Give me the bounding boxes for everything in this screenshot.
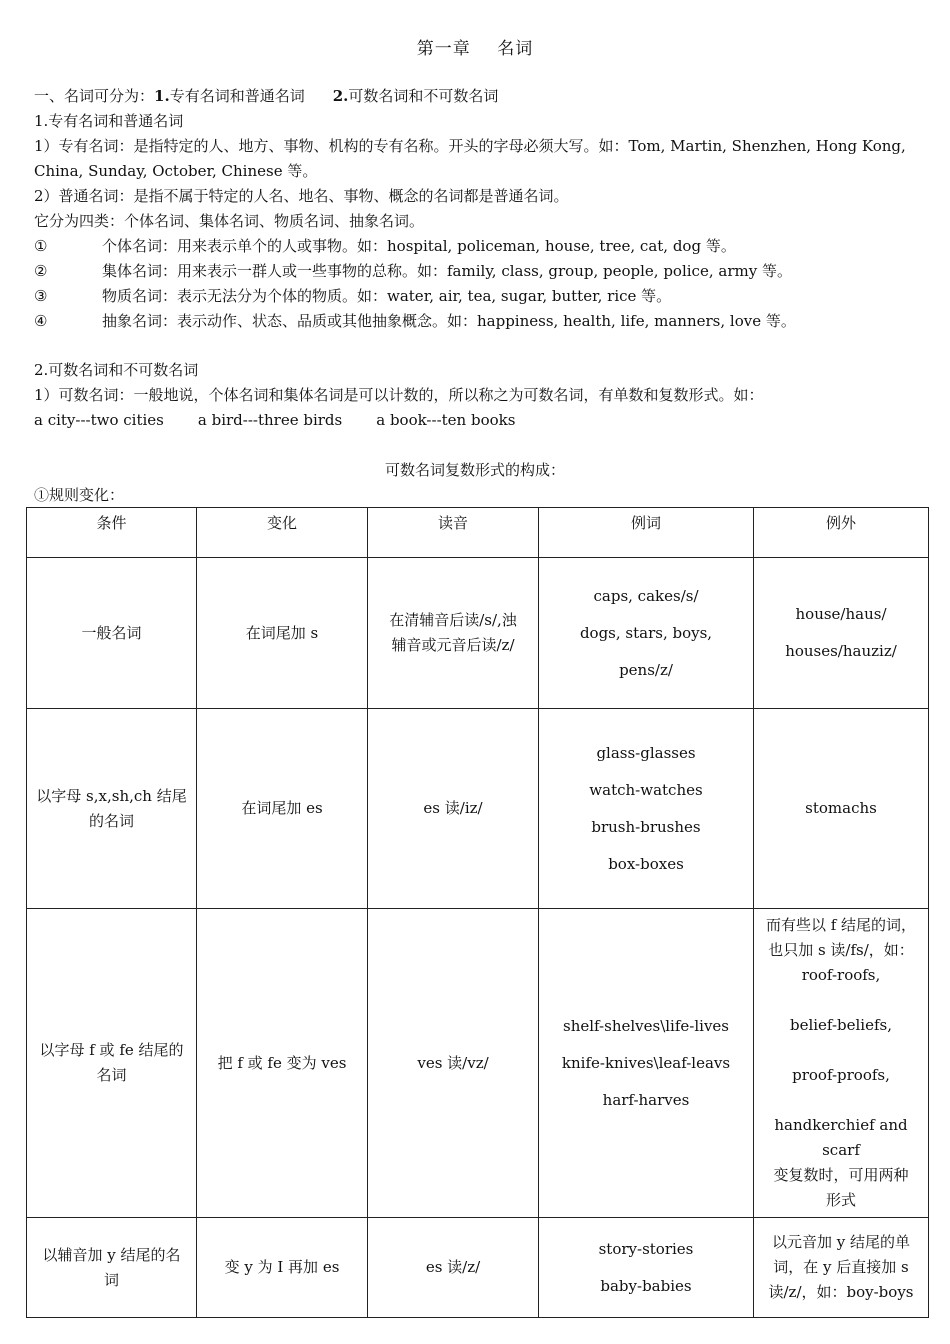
type-item: ③ 物质名词：表示无法分为个体的物质。如：water, air, tea, sugar, butter, rice 等。 bbox=[34, 287, 672, 305]
table-header-row bbox=[27, 508, 929, 558]
chapter-name: 名词 bbox=[497, 39, 534, 59]
change-cell: 变 y 为 I 再加 es bbox=[197, 1218, 368, 1318]
examples-cell: shelf-shelves\life-lives knife-knives\leaf-leavs harf-harves bbox=[539, 909, 754, 1218]
type-item: ① 个体名词：用来表示单个的人或事物。如：hospital, policeman, house, tree, cat, dog 等。 bbox=[34, 237, 736, 255]
countable-examples: a city---two cities a bird---three birds a book---ten books bbox=[34, 411, 516, 429]
common-noun-definition: 2）普通名词：是指不属于特定的人名、地名、事物、概念的名词都是普通名词。 bbox=[34, 187, 569, 205]
plural-rules-table bbox=[26, 507, 929, 1318]
change-cell: 在词尾加 es bbox=[197, 709, 368, 909]
change-cell: 在词尾加 s bbox=[197, 558, 368, 709]
intro-heading: 一、名词可分为：1.专有名词和普通名词 2.可数名词和不可数名词 bbox=[34, 87, 499, 105]
header-exceptions: 例外 bbox=[754, 508, 929, 558]
header-change: 变化 bbox=[197, 508, 368, 558]
header-examples: 例词 bbox=[539, 508, 754, 558]
proper-noun-definition: 1）专有名词：是指特定的人、地方、事物、机构的专有名称。开头的字母必须大写。如：Tom, Martin, Shenzhen, Hong Kong, bbox=[34, 137, 906, 155]
section1-heading: 1.专有名词和普通名词 bbox=[34, 112, 184, 130]
exceptions-cell: 以元音加 y 结尾的单 词，在 y 后直接加 s 读/z/，如：boy-boys bbox=[754, 1218, 929, 1318]
examples-cell: caps, cakes/s/ dogs, stars, boys, pens/z/ bbox=[539, 558, 754, 709]
plural-caption: 可数名词复数形式的构成： bbox=[384, 461, 565, 479]
condition-cell: 以字母 f 或 fe 结尾的 名词 bbox=[27, 909, 197, 1218]
chapter-number: 第一章 bbox=[416, 39, 471, 59]
regular-change-label: ①规则变化： bbox=[34, 486, 125, 504]
exceptions-cell: 而有些以 f 结尾的词， 也只加 s 读/fs/，如： roof-roofs, belief-beliefs, proof-proofs, handkerchief and scarf 变复数时，可用两种 形式 bbox=[754, 909, 929, 1218]
chapter-title bbox=[0, 34, 950, 59]
pronunciation-cell: 在清辅音后读/s/,浊 辅音或元音后读/z/ bbox=[368, 558, 539, 709]
header-condition: 条件 bbox=[27, 508, 197, 558]
condition-cell: 一般名词 bbox=[27, 558, 197, 709]
pronunciation-cell: ves 读/vz/ bbox=[368, 909, 539, 1218]
type-item: ④ 抽象名词：表示动作、状态、品质或其他抽象概念。如：happiness, health, life, manners, love 等。 bbox=[34, 312, 796, 330]
type-item: ② 集体名词：用来表示一群人或一些事物的总称。如：family, class, group, people, police, army 等。 bbox=[34, 262, 792, 280]
table-row bbox=[27, 709, 929, 909]
proper-noun-examples: China, Sunday, October, Chinese 等。 bbox=[34, 162, 318, 180]
pronunciation-cell: es 读/iz/ bbox=[368, 709, 539, 909]
change-cell: 把 f 或 fe 变为 ves bbox=[197, 909, 368, 1218]
condition-cell: 以辅音加 y 结尾的名 词 bbox=[27, 1218, 197, 1318]
condition-cell: 以字母 s,x,sh,ch 结尾 的名词 bbox=[27, 709, 197, 909]
table-row bbox=[27, 558, 929, 709]
exceptions-cell: house/haus/ houses/hauziz/ bbox=[754, 558, 929, 709]
countable-definition: 1）可数名词：一般地说，个体名词和集体名词是可以计数的，所以称之为可数名词，有单数和复数形式。如： bbox=[34, 386, 764, 404]
header-pronunciation: 读音 bbox=[368, 508, 539, 558]
exceptions-cell: stomachs bbox=[754, 709, 929, 909]
examples-cell: story-stories baby-babies bbox=[539, 1218, 754, 1318]
examples-cell: glass-glasses watch-watches brush-brushes box-boxes bbox=[539, 709, 754, 909]
table-row bbox=[27, 909, 929, 1218]
pronunciation-cell: es 读/z/ bbox=[368, 1218, 539, 1318]
section2-heading: 2.可数名词和不可数名词 bbox=[34, 361, 199, 379]
table-row bbox=[27, 1218, 929, 1318]
four-types-intro: 它分为四类：个体名词、集体名词、物质名词、抽象名词。 bbox=[34, 212, 425, 230]
